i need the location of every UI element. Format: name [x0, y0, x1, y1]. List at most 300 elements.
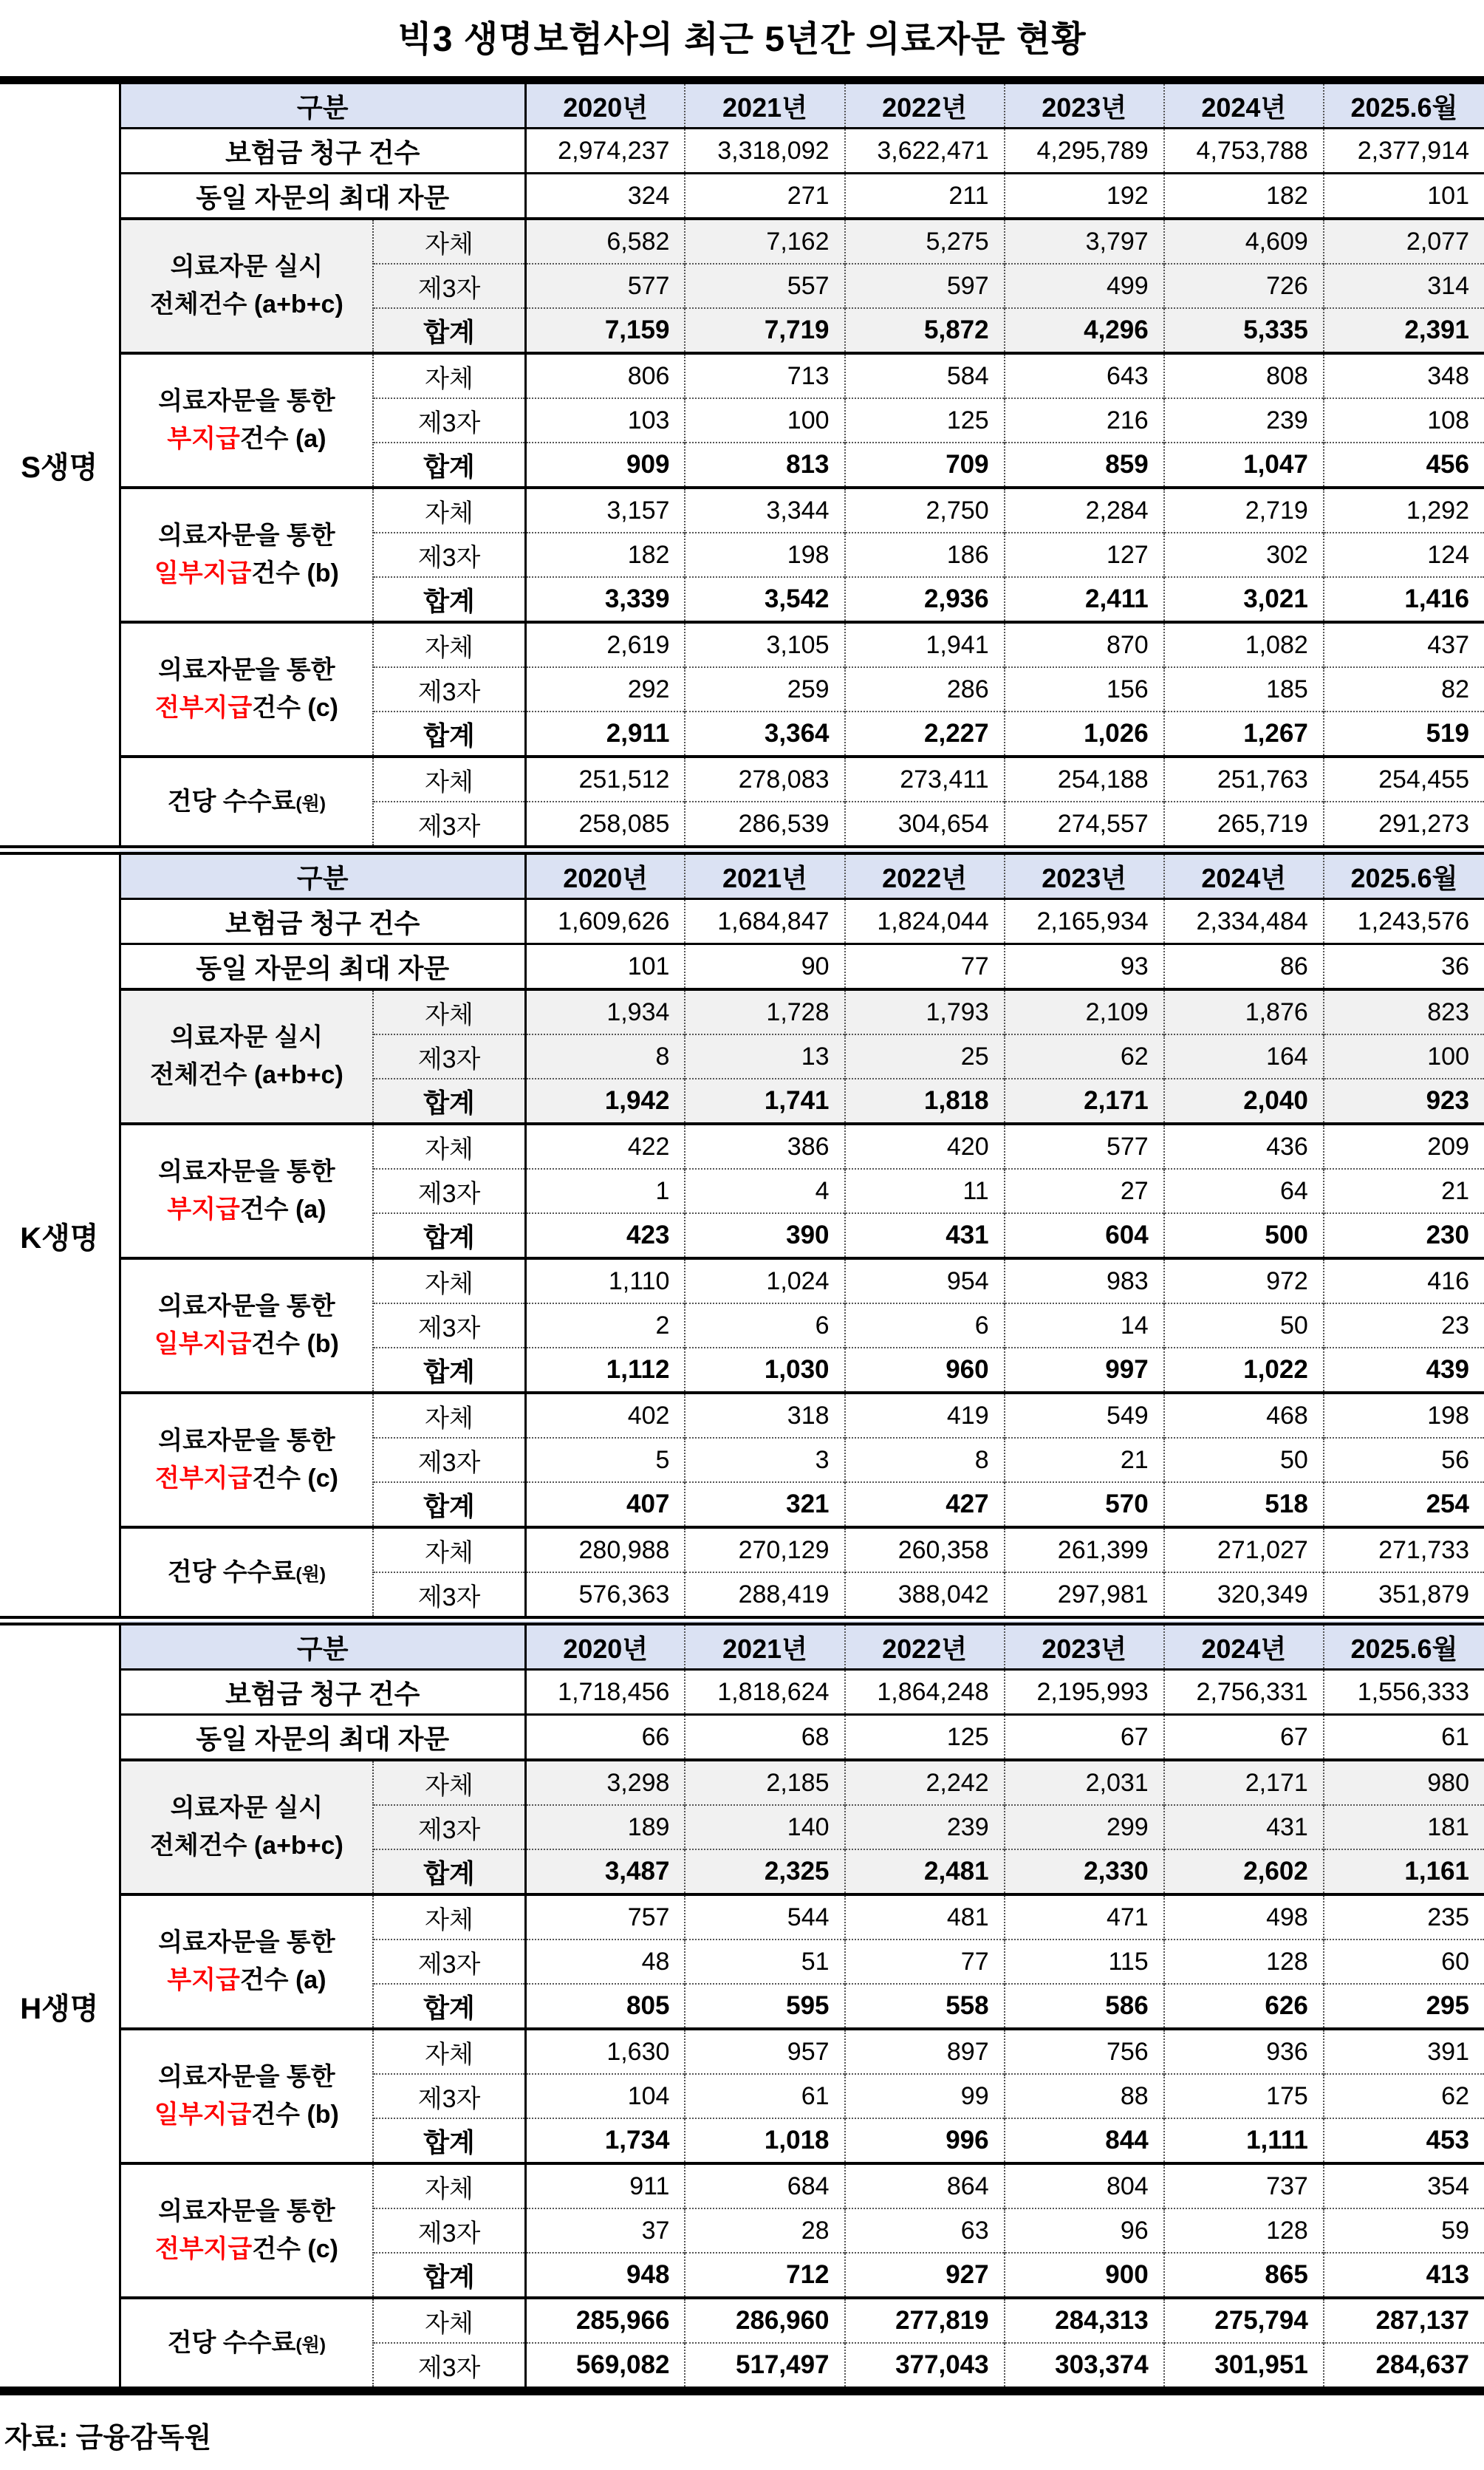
value-cell: 712 — [685, 2253, 844, 2298]
sub-label: 자체 — [373, 1124, 525, 1169]
value-cell: 318 — [685, 1393, 844, 1438]
value-cell: 50 — [1164, 1303, 1324, 1348]
value-cell: 1,556,333 — [1324, 1670, 1484, 1715]
red-label: 일부지급 — [154, 2101, 252, 2129]
year-header: 2021년 — [685, 81, 844, 129]
value-cell: 558 — [845, 1984, 1005, 2029]
value-cell: 299 — [1005, 1805, 1164, 1849]
value-cell: 595 — [685, 1984, 844, 2029]
year-header: 2025.6월 — [1324, 1621, 1484, 1670]
value-cell: 996 — [845, 2118, 1005, 2163]
value-cell: 2,109 — [1005, 989, 1164, 1034]
category-label-fee: 건당 수수료(원) — [120, 2298, 373, 2391]
sub-label: 자체 — [373, 488, 525, 533]
value-cell: 865 — [1164, 2253, 1324, 2298]
value-cell: 626 — [1164, 1984, 1324, 2029]
value-cell: 51 — [685, 1940, 844, 1984]
sub-label: 제3자 — [373, 398, 525, 443]
value-cell: 3,344 — [685, 488, 844, 533]
value-cell: 2,227 — [845, 712, 1005, 757]
row-label-claims: 보험금 청구 건수 — [120, 899, 525, 944]
value-cell: 813 — [685, 443, 844, 488]
value-cell: 181 — [1324, 1805, 1484, 1849]
value-cell: 586 — [1005, 1984, 1164, 2029]
sub-label: 제3자 — [373, 1805, 525, 1849]
year-header: 2020년 — [525, 1621, 685, 1670]
value-cell: 864 — [845, 2163, 1005, 2208]
value-cell: 285,966 — [525, 2298, 685, 2343]
value-cell: 1,030 — [685, 1348, 844, 1393]
value-cell: 1,047 — [1164, 443, 1324, 488]
value-cell: 275,794 — [1164, 2298, 1324, 2343]
sub-label: 합계 — [373, 2253, 525, 2298]
value-cell: 100 — [685, 398, 844, 443]
value-cell: 93 — [1005, 944, 1164, 990]
value-cell: 390 — [685, 1213, 844, 1258]
value-cell: 517,497 — [685, 2343, 844, 2391]
value-cell: 416 — [1324, 1258, 1484, 1303]
value-cell: 254 — [1324, 1482, 1484, 1527]
value-cell: 948 — [525, 2253, 685, 2298]
value-cell: 5,872 — [845, 308, 1005, 353]
value-cell: 259 — [685, 667, 844, 712]
red-label: 일부지급 — [154, 1330, 252, 1358]
value-cell: 859 — [1005, 443, 1164, 488]
value-cell: 6,582 — [525, 219, 685, 264]
company-label: K생명 — [0, 850, 120, 1621]
value-cell: 983 — [1005, 1258, 1164, 1303]
page-title: 빅3 생명보험사의 최근 5년간 의료자문 현황 — [397, 20, 1087, 59]
value-cell: 295 — [1324, 1984, 1484, 2029]
value-cell: 2,719 — [1164, 488, 1324, 533]
sub-label: 자체 — [373, 622, 525, 667]
year-header: 2022년 — [845, 1621, 1005, 1670]
value-cell: 258,085 — [525, 802, 685, 850]
year-header: 2023년 — [1005, 850, 1164, 899]
value-cell: 604 — [1005, 1213, 1164, 1258]
row-label-claims: 보험금 청구 건수 — [120, 1670, 525, 1715]
sub-label: 합계 — [373, 1348, 525, 1393]
value-cell: 576,363 — [525, 1572, 685, 1621]
sub-label: 합계 — [373, 1482, 525, 1527]
value-cell: 101 — [525, 944, 685, 990]
value-cell: 2,284 — [1005, 488, 1164, 533]
value-cell: 273,411 — [845, 757, 1005, 802]
value-cell: 321 — [685, 1482, 844, 1527]
value-cell: 577 — [525, 264, 685, 308]
value-cell: 2,171 — [1164, 1760, 1324, 1805]
value-cell: 823 — [1324, 989, 1484, 1034]
value-cell: 108 — [1324, 398, 1484, 443]
value-cell: 66 — [525, 1715, 685, 1761]
value-cell: 468 — [1164, 1393, 1324, 1438]
year-header: 2023년 — [1005, 1621, 1164, 1670]
value-cell: 1,824,044 — [845, 899, 1005, 944]
fee-unit: (원) — [295, 793, 326, 814]
value-cell: 1,161 — [1324, 1849, 1484, 1894]
value-cell: 1,864,248 — [845, 1670, 1005, 1715]
value-cell: 7,162 — [685, 219, 844, 264]
sub-label: 자체 — [373, 2029, 525, 2074]
category-label-partial: 의료자문을 통한 일부지급건수 (b) — [120, 488, 373, 622]
value-cell: 422 — [525, 1124, 685, 1169]
data-table — [0, 76, 1484, 2395]
value-cell: 557 — [685, 264, 844, 308]
year-header: 2021년 — [685, 850, 844, 899]
value-cell: 64 — [1164, 1169, 1324, 1213]
value-cell: 271,733 — [1324, 1527, 1484, 1572]
red-label: 전부지급 — [154, 1464, 253, 1492]
value-cell: 5,275 — [845, 219, 1005, 264]
value-cell: 3,298 — [525, 1760, 685, 1805]
value-cell: 128 — [1164, 1940, 1324, 1984]
value-cell: 278,083 — [685, 757, 844, 802]
value-cell: 1,793 — [845, 989, 1005, 1034]
value-cell: 186 — [845, 533, 1005, 577]
value-cell: 577 — [1005, 1124, 1164, 1169]
value-cell: 2,040 — [1164, 1079, 1324, 1124]
value-cell: 1,110 — [525, 1258, 685, 1303]
value-cell: 6 — [685, 1303, 844, 1348]
value-cell: 1,416 — [1324, 577, 1484, 622]
value-cell: 21 — [1005, 1438, 1164, 1482]
value-cell: 25 — [845, 1034, 1005, 1079]
value-cell: 1,942 — [525, 1079, 685, 1124]
value-cell: 164 — [1164, 1034, 1324, 1079]
value-cell: 584 — [845, 353, 1005, 398]
value-cell: 288,419 — [685, 1572, 844, 1621]
value-cell: 900 — [1005, 2253, 1164, 2298]
value-cell: 251,512 — [525, 757, 685, 802]
value-cell: 927 — [845, 2253, 1005, 2298]
value-cell: 8 — [525, 1034, 685, 1079]
value-cell: 3,157 — [525, 488, 685, 533]
value-cell: 182 — [1164, 174, 1324, 219]
value-cell: 726 — [1164, 264, 1324, 308]
sub-label: 자체 — [373, 219, 525, 264]
value-cell: 2,974,237 — [525, 129, 685, 174]
sub-label: 제3자 — [373, 533, 525, 577]
value-cell: 427 — [845, 1482, 1005, 1527]
row-label-claims: 보험금 청구 건수 — [120, 129, 525, 174]
value-cell: 471 — [1005, 1894, 1164, 1940]
red-label: 부지급 — [167, 425, 240, 453]
value-cell: 1,728 — [685, 989, 844, 1034]
value-cell: 453 — [1324, 2118, 1484, 2163]
value-cell: 2,165,934 — [1005, 899, 1164, 944]
value-cell: 1,609,626 — [525, 899, 685, 944]
value-cell: 804 — [1005, 2163, 1164, 2208]
value-cell: 423 — [525, 1213, 685, 1258]
value-cell: 2 — [525, 1303, 685, 1348]
value-cell: 2,391 — [1324, 308, 1484, 353]
category-label-full: 의료자문을 통한 전부지급건수 (c) — [120, 1393, 373, 1527]
category-label-nonpay: 의료자문을 통한 부지급건수 (a) — [120, 353, 373, 488]
value-cell: 481 — [845, 1894, 1005, 1940]
value-cell: 324 — [525, 174, 685, 219]
value-cell: 844 — [1005, 2118, 1164, 2163]
value-cell: 805 — [525, 1984, 685, 2029]
value-cell: 96 — [1005, 2208, 1164, 2253]
value-cell: 2,242 — [845, 1760, 1005, 1805]
value-cell: 1,026 — [1005, 712, 1164, 757]
value-cell: 209 — [1324, 1124, 1484, 1169]
value-cell: 314 — [1324, 264, 1484, 308]
sub-label: 자체 — [373, 2298, 525, 2343]
value-cell: 436 — [1164, 1124, 1324, 1169]
value-cell: 3,364 — [685, 712, 844, 757]
sub-label: 제3자 — [373, 1438, 525, 1482]
value-cell: 756 — [1005, 2029, 1164, 2074]
category-label-total: 의료자문 실시 전체건수 (a+b+c) — [120, 989, 373, 1124]
value-cell: 909 — [525, 443, 685, 488]
value-cell: 4,295,789 — [1005, 129, 1164, 174]
value-cell: 570 — [1005, 1482, 1164, 1527]
sub-label: 자체 — [373, 1760, 525, 1805]
value-cell: 2,325 — [685, 1849, 844, 1894]
value-cell: 8 — [845, 1438, 1005, 1482]
value-cell: 1,022 — [1164, 1348, 1324, 1393]
value-cell: 1,741 — [685, 1079, 844, 1124]
value-cell: 1,630 — [525, 2029, 685, 2074]
sub-label: 합계 — [373, 308, 525, 353]
value-cell: 2,911 — [525, 712, 685, 757]
value-cell: 27 — [1005, 1169, 1164, 1213]
value-cell: 100 — [1324, 1034, 1484, 1079]
value-cell: 56 — [1324, 1438, 1484, 1482]
sub-label: 자체 — [373, 1393, 525, 1438]
value-cell: 407 — [525, 1482, 685, 1527]
value-cell: 192 — [1005, 174, 1164, 219]
fee-unit: (원) — [295, 1563, 326, 1585]
value-cell: 101 — [1324, 174, 1484, 219]
value-cell: 2,411 — [1005, 577, 1164, 622]
value-cell: 806 — [525, 353, 685, 398]
value-cell: 3,339 — [525, 577, 685, 622]
value-cell: 4,609 — [1164, 219, 1324, 264]
value-cell: 388,042 — [845, 1572, 1005, 1621]
value-cell: 808 — [1164, 353, 1324, 398]
value-cell: 230 — [1324, 1213, 1484, 1258]
sub-label: 합계 — [373, 577, 525, 622]
sub-label: 제3자 — [373, 1303, 525, 1348]
value-cell: 499 — [1005, 264, 1164, 308]
value-cell: 82 — [1324, 667, 1484, 712]
value-cell: 2,031 — [1005, 1760, 1164, 1805]
value-cell: 7,159 — [525, 308, 685, 353]
value-cell: 737 — [1164, 2163, 1324, 2208]
value-cell: 870 — [1005, 622, 1164, 667]
value-cell: 286,539 — [685, 802, 844, 850]
value-cell: 549 — [1005, 1393, 1164, 1438]
category-label-partial: 의료자문을 통한 일부지급건수 (b) — [120, 1258, 373, 1393]
year-header: 2023년 — [1005, 81, 1164, 129]
sub-label: 합계 — [373, 712, 525, 757]
value-cell: 684 — [685, 2163, 844, 2208]
value-cell: 7,719 — [685, 308, 844, 353]
value-cell: 518 — [1164, 1482, 1324, 1527]
value-cell: 420 — [845, 1124, 1005, 1169]
sub-label: 제3자 — [373, 2208, 525, 2253]
year-header: 2025.6월 — [1324, 850, 1484, 899]
value-cell: 216 — [1005, 398, 1164, 443]
year-header: 2022년 — [845, 850, 1005, 899]
value-cell: 59 — [1324, 2208, 1484, 2253]
value-cell: 128 — [1164, 2208, 1324, 2253]
category-label-total: 의료자문 실시 전체건수 (a+b+c) — [120, 1760, 373, 1894]
year-header: 2024년 — [1164, 81, 1324, 129]
category-label-nonpay: 의료자문을 통한 부지급건수 (a) — [120, 1894, 373, 2029]
value-cell: 897 — [845, 2029, 1005, 2074]
sub-label: 합계 — [373, 1849, 525, 1894]
value-cell: 254,455 — [1324, 757, 1484, 802]
value-cell: 3,487 — [525, 1849, 685, 1894]
value-cell: 63 — [845, 2208, 1005, 2253]
sub-label: 자체 — [373, 1527, 525, 1572]
value-cell: 1,243,576 — [1324, 899, 1484, 944]
value-cell: 2,619 — [525, 622, 685, 667]
value-cell: 254,188 — [1005, 757, 1164, 802]
value-cell: 291,273 — [1324, 802, 1484, 850]
value-cell: 37 — [525, 2208, 685, 2253]
year-header: 2025.6월 — [1324, 81, 1484, 129]
value-cell: 62 — [1324, 2074, 1484, 2118]
value-cell: 498 — [1164, 1894, 1324, 1940]
category-label-full: 의료자문을 통한 전부지급건수 (c) — [120, 622, 373, 757]
value-cell: 1,018 — [685, 2118, 844, 2163]
value-cell: 140 — [685, 1805, 844, 1849]
value-cell: 569,082 — [525, 2343, 685, 2391]
source-note: 자료: 금융감독원 — [4, 2423, 212, 2454]
year-header: 2021년 — [685, 1621, 844, 1670]
value-cell: 235 — [1324, 1894, 1484, 1940]
value-cell: 431 — [1164, 1805, 1324, 1849]
sub-label: 합계 — [373, 443, 525, 488]
year-header: 2024년 — [1164, 1621, 1324, 1670]
value-cell: 115 — [1005, 1940, 1164, 1984]
value-cell: 124 — [1324, 533, 1484, 577]
value-cell: 284,637 — [1324, 2343, 1484, 2391]
value-cell: 1,024 — [685, 1258, 844, 1303]
value-cell: 3 — [685, 1438, 844, 1482]
row-label-max: 동일 자문의 최대 자문 — [120, 174, 525, 219]
value-cell: 284,313 — [1005, 2298, 1164, 2343]
value-cell: 2,195,993 — [1005, 1670, 1164, 1715]
value-cell: 456 — [1324, 443, 1484, 488]
value-cell: 544 — [685, 1894, 844, 1940]
value-cell: 198 — [685, 533, 844, 577]
value-cell: 923 — [1324, 1079, 1484, 1124]
sub-label: 제3자 — [373, 2074, 525, 2118]
value-cell: 185 — [1164, 667, 1324, 712]
value-cell: 5 — [525, 1438, 685, 1482]
value-cell: 23 — [1324, 1303, 1484, 1348]
sub-label: 제3자 — [373, 1169, 525, 1213]
value-cell: 348 — [1324, 353, 1484, 398]
value-cell: 402 — [525, 1393, 685, 1438]
value-cell: 3,622,471 — [845, 129, 1005, 174]
value-cell: 2,936 — [845, 577, 1005, 622]
value-cell: 2,750 — [845, 488, 1005, 533]
value-cell: 62 — [1005, 1034, 1164, 1079]
value-cell: 997 — [1005, 1348, 1164, 1393]
value-cell: 936 — [1164, 2029, 1324, 2074]
sub-label: 제3자 — [373, 264, 525, 308]
value-cell: 1,082 — [1164, 622, 1324, 667]
value-cell: 1,292 — [1324, 488, 1484, 533]
value-cell: 757 — [525, 1894, 685, 1940]
value-cell: 211 — [845, 174, 1005, 219]
category-label-full: 의료자문을 통한 전부지급건수 (c) — [120, 2163, 373, 2298]
value-cell: 251,763 — [1164, 757, 1324, 802]
value-cell: 297,981 — [1005, 1572, 1164, 1621]
value-cell: 48 — [525, 1940, 685, 1984]
value-cell: 2,171 — [1005, 1079, 1164, 1124]
value-cell: 67 — [1164, 1715, 1324, 1761]
value-cell: 125 — [845, 398, 1005, 443]
value-cell: 2,481 — [845, 1849, 1005, 1894]
value-cell: 21 — [1324, 1169, 1484, 1213]
year-header: 2022년 — [845, 81, 1005, 129]
value-cell: 972 — [1164, 1258, 1324, 1303]
sub-label: 자체 — [373, 353, 525, 398]
value-cell: 4,296 — [1005, 308, 1164, 353]
value-cell: 2,330 — [1005, 1849, 1164, 1894]
year-header: 2020년 — [525, 850, 685, 899]
value-cell: 1,267 — [1164, 712, 1324, 757]
value-cell: 320,349 — [1164, 1572, 1324, 1621]
value-cell: 419 — [845, 1393, 1005, 1438]
fee-unit: (원) — [295, 2334, 326, 2355]
value-cell: 286 — [845, 667, 1005, 712]
value-cell: 88 — [1005, 2074, 1164, 2118]
value-cell: 643 — [1005, 353, 1164, 398]
value-cell: 287,137 — [1324, 2298, 1484, 2343]
value-cell: 2,602 — [1164, 1849, 1324, 1894]
value-cell: 954 — [845, 1258, 1005, 1303]
value-cell: 271,027 — [1164, 1527, 1324, 1572]
value-cell: 709 — [845, 443, 1005, 488]
value-cell: 68 — [685, 1715, 844, 1761]
value-cell: 239 — [845, 1805, 1005, 1849]
row-label-max: 동일 자문의 최대 자문 — [120, 944, 525, 990]
sub-label: 자체 — [373, 757, 525, 802]
value-cell: 1 — [525, 1169, 685, 1213]
red-label: 전부지급 — [154, 694, 253, 722]
value-cell: 1,941 — [845, 622, 1005, 667]
category-label-nonpay: 의료자문을 통한 부지급건수 (a) — [120, 1124, 373, 1258]
value-cell: 261,399 — [1005, 1527, 1164, 1572]
value-cell: 2,334,484 — [1164, 899, 1324, 944]
value-cell: 3,542 — [685, 577, 844, 622]
sub-label: 제3자 — [373, 1034, 525, 1079]
value-cell: 5,335 — [1164, 308, 1324, 353]
value-cell: 431 — [845, 1213, 1005, 1258]
value-cell: 4,753,788 — [1164, 129, 1324, 174]
value-cell: 175 — [1164, 2074, 1324, 2118]
sub-label: 제3자 — [373, 1572, 525, 1621]
value-cell: 1,112 — [525, 1348, 685, 1393]
red-label: 일부지급 — [154, 559, 252, 587]
sub-label: 합계 — [373, 1079, 525, 1124]
gubun-header: 구분 — [120, 81, 525, 129]
value-cell: 2,756,331 — [1164, 1670, 1324, 1715]
value-cell: 198 — [1324, 1393, 1484, 1438]
value-cell: 302 — [1164, 533, 1324, 577]
value-cell: 67 — [1005, 1715, 1164, 1761]
red-label: 부지급 — [167, 1195, 240, 1224]
value-cell: 60 — [1324, 1940, 1484, 1984]
